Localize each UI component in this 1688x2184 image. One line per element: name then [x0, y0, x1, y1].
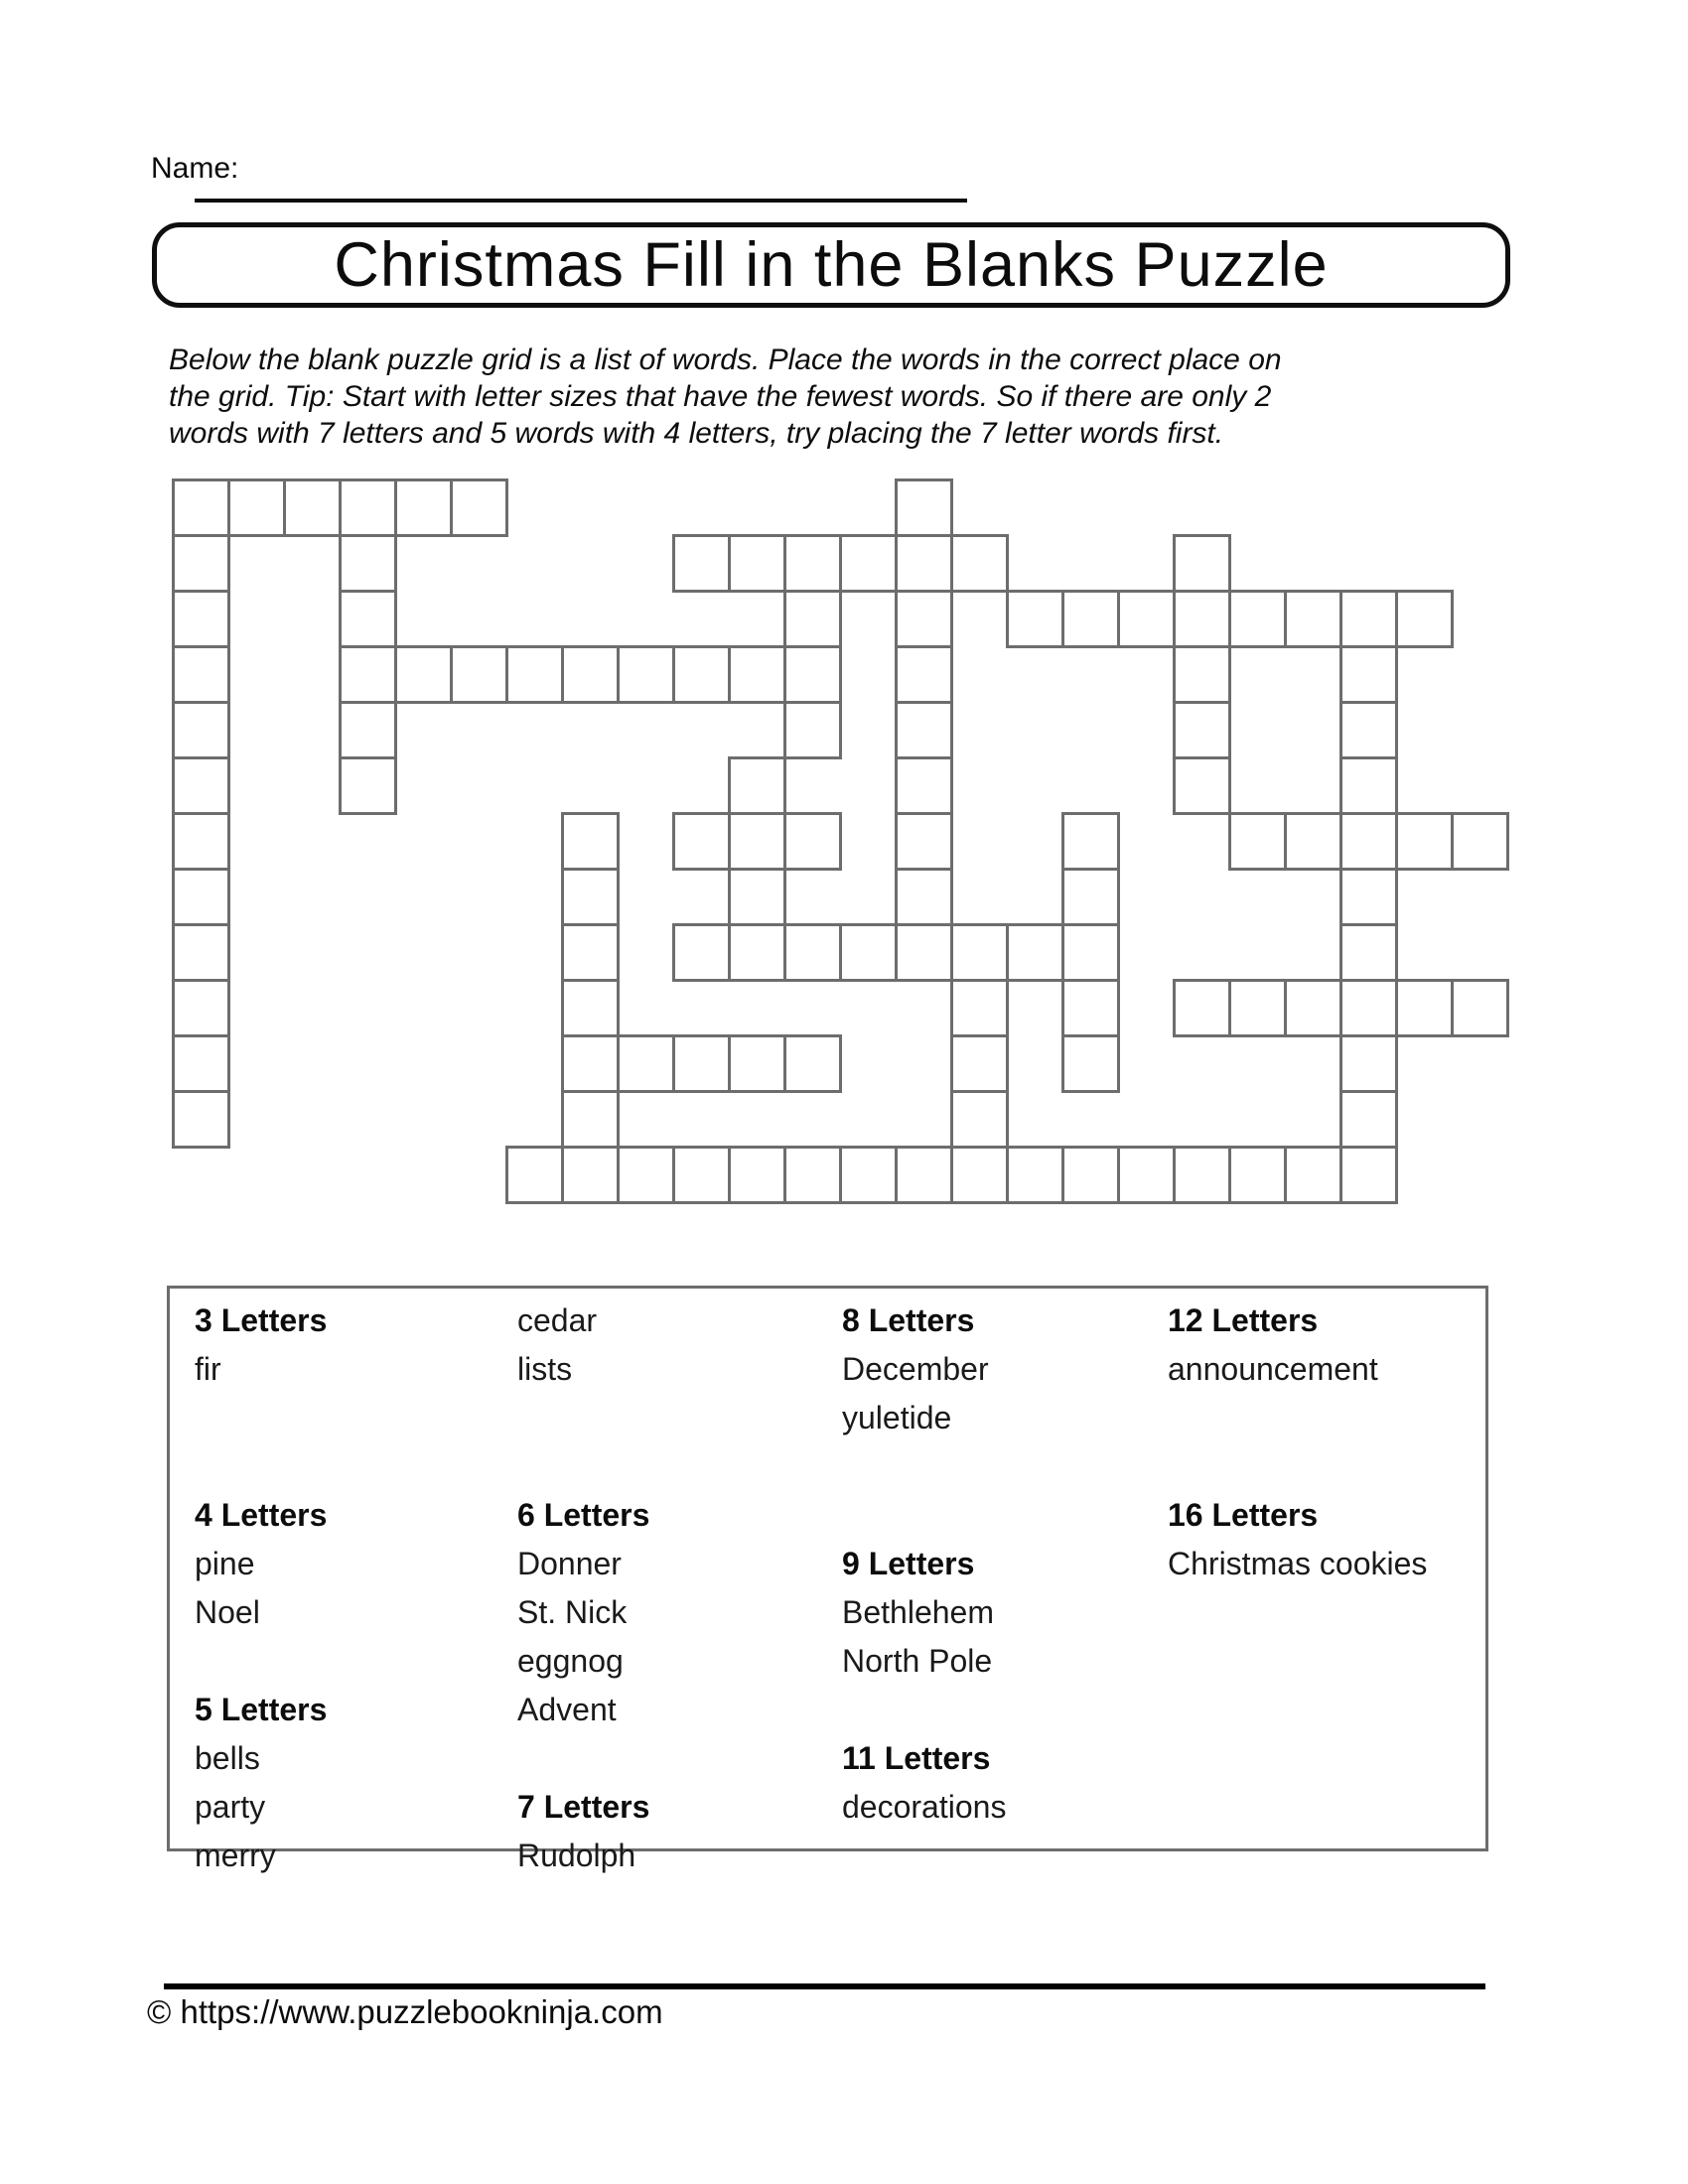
- grid-cell: [895, 645, 953, 704]
- grid-cell: [1339, 812, 1398, 871]
- grid-cell: [505, 645, 564, 704]
- grid-cell: [561, 923, 620, 982]
- word-group-header: 12 Letters: [1168, 1302, 1319, 1338]
- grid-cell: [1395, 812, 1454, 871]
- grid-cell: [1173, 756, 1231, 815]
- word-entry: North Pole: [842, 1643, 993, 1679]
- grid-cell: [783, 534, 842, 593]
- grid-cell: [783, 812, 842, 871]
- title-box: [152, 222, 1510, 308]
- word-entry: Bethlehem: [842, 1594, 994, 1630]
- grid-cell: [783, 1146, 842, 1204]
- grid-cell: [728, 1146, 786, 1204]
- word-entry: December: [842, 1351, 989, 1387]
- grid-cell: [227, 478, 286, 537]
- grid-cell: [339, 534, 397, 593]
- grid-cell: [172, 534, 230, 593]
- word-entry: cedar: [517, 1302, 598, 1338]
- grid-cell: [172, 979, 230, 1037]
- grid-cell: [1339, 701, 1398, 759]
- grid-cell: [1339, 868, 1398, 926]
- grid-cell: [895, 590, 953, 648]
- grid-cell: [394, 478, 453, 537]
- grid-cell: [895, 756, 953, 815]
- grid-cell: [1061, 979, 1120, 1037]
- grid-cell: [172, 590, 230, 648]
- grid-cell: [172, 812, 230, 871]
- grid-cell: [339, 756, 397, 815]
- grid-cell: [561, 979, 620, 1037]
- grid-cell: [1173, 645, 1231, 704]
- grid-cell: [950, 979, 1009, 1037]
- grid-cell: [1006, 1146, 1064, 1204]
- grid-cell: [172, 923, 230, 982]
- grid-cell: [783, 590, 842, 648]
- grid-cell: [1284, 590, 1342, 648]
- grid-cell: [672, 1146, 731, 1204]
- grid-cell: [450, 478, 508, 537]
- grid-cell: [1339, 1034, 1398, 1093]
- word-entry: pine: [195, 1546, 255, 1581]
- footer-url: © https://www.puzzlebookninja.com: [147, 1993, 663, 2030]
- grid-cell: [1117, 1146, 1176, 1204]
- word-group-header: 9 Letters: [842, 1546, 975, 1581]
- grid-cell: [617, 1034, 675, 1093]
- word-group-header: 4 Letters: [195, 1497, 328, 1533]
- grid-cell: [895, 534, 953, 593]
- word-group-header: 16 Letters: [1168, 1497, 1319, 1533]
- name-label: Name:: [151, 152, 239, 185]
- word-entry: St. Nick: [517, 1594, 628, 1630]
- grid-cell: [950, 923, 1009, 982]
- grid-cell: [1339, 1146, 1398, 1204]
- grid-cell: [728, 923, 786, 982]
- grid-cell: [672, 645, 731, 704]
- grid-cell: [172, 1034, 230, 1093]
- grid-cell: [1395, 979, 1454, 1037]
- grid-cell: [561, 1090, 620, 1149]
- grid-cell: [172, 645, 230, 704]
- grid-cell: [561, 868, 620, 926]
- grid-cell: [1061, 923, 1120, 982]
- word-group-header: 3 Letters: [195, 1302, 328, 1338]
- grid-cell: [728, 534, 786, 593]
- grid-cell: [950, 1090, 1009, 1149]
- grid-cell: [1061, 590, 1120, 648]
- grid-cell: [1339, 645, 1398, 704]
- grid-cell: [339, 645, 397, 704]
- grid-cell: [839, 923, 898, 982]
- grid-cell: [1339, 1090, 1398, 1149]
- grid-cell: [895, 701, 953, 759]
- grid-cell: [561, 645, 620, 704]
- grid-cell: [1006, 590, 1064, 648]
- instructions-line-1: Below the blank puzzle grid is a list of words. Place the words in the correct place on: [169, 343, 1282, 376]
- grid-cell: [1228, 590, 1287, 648]
- grid-cell: [1451, 812, 1509, 871]
- grid-cell: [394, 645, 453, 704]
- grid-cell: [172, 756, 230, 815]
- grid-cell: [950, 534, 1009, 593]
- word-group-header: 7 Letters: [517, 1789, 650, 1825]
- grid-cell: [172, 478, 230, 537]
- grid-cell: [339, 478, 397, 537]
- grid-cell: [1451, 979, 1509, 1037]
- grid-cell: [1173, 701, 1231, 759]
- grid-cell: [895, 923, 953, 982]
- word-entry: Advent: [517, 1692, 617, 1727]
- grid-cell: [1228, 979, 1287, 1037]
- grid-cell: [895, 868, 953, 926]
- page-title: Christmas Fill in the Blanks Puzzle: [334, 230, 1329, 300]
- footer-divider: [164, 1983, 1485, 1989]
- word-entry: merry: [195, 1838, 276, 1873]
- grid-cell: [1173, 534, 1231, 593]
- grid-cell: [172, 868, 230, 926]
- grid-cell: [1061, 1034, 1120, 1093]
- word-entry: Donner: [517, 1546, 622, 1581]
- word-entry: yuletide: [842, 1400, 952, 1435]
- name-write-line: [195, 199, 967, 203]
- instructions-text: [169, 341, 1282, 452]
- grid-cell: [895, 478, 953, 537]
- grid-cell: [672, 923, 731, 982]
- word-list-box: [167, 1286, 1488, 1873]
- grid-cell: [561, 1146, 620, 1204]
- grid-cell: [617, 1146, 675, 1204]
- word-group-header: 6 Letters: [517, 1497, 650, 1533]
- grid-cell: [1117, 590, 1176, 648]
- grid-cell: [1006, 923, 1064, 982]
- grid-cell: [1339, 979, 1398, 1037]
- word-group-header: 8 Letters: [842, 1302, 975, 1338]
- grid-cell: [1395, 590, 1454, 648]
- grid-cell: [783, 1034, 842, 1093]
- word-group-header: 5 Letters: [195, 1692, 328, 1727]
- grid-cell: [839, 1146, 898, 1204]
- grid-cell: [1173, 979, 1231, 1037]
- grid-cell: [172, 1090, 230, 1149]
- grid-cell: [895, 812, 953, 871]
- grid-cell: [950, 1034, 1009, 1093]
- grid-cell: [783, 645, 842, 704]
- instructions-line-3: words with 7 letters and 5 words with 4 letters, try placing the 7 letter words first.: [169, 417, 1224, 450]
- grid-cell: [1061, 812, 1120, 871]
- grid-cell: [728, 868, 786, 926]
- grid-cell: [172, 701, 230, 759]
- grid-cell: [672, 812, 731, 871]
- grid-cell: [728, 756, 786, 815]
- instructions-line-2: the grid. Tip: Start with letter sizes that have the fewest words. So if there are only 2: [169, 380, 1272, 413]
- word-group-header: 11 Letters: [842, 1740, 991, 1776]
- grid-cell: [672, 534, 731, 593]
- grid-cell: [339, 701, 397, 759]
- word-entry: decorations: [842, 1789, 1007, 1825]
- grid-cell: [339, 590, 397, 648]
- grid-cell: [1339, 923, 1398, 982]
- grid-cell: [839, 534, 898, 593]
- grid-cell: [283, 478, 342, 537]
- word-entry: bells: [195, 1740, 260, 1776]
- grid-cell: [617, 645, 675, 704]
- word-entry: eggnog: [517, 1643, 624, 1679]
- grid-cell: [1173, 1146, 1231, 1204]
- grid-cell: [1228, 812, 1287, 871]
- grid-cell: [450, 645, 508, 704]
- grid-cell: [1173, 590, 1231, 648]
- grid-cell: [895, 1146, 953, 1204]
- word-entry: party: [195, 1789, 266, 1825]
- word-entry: Christmas cookies: [1168, 1546, 1428, 1581]
- word-entry: Noel: [195, 1594, 260, 1630]
- grid-cell: [505, 1146, 564, 1204]
- grid-cell: [950, 1146, 1009, 1204]
- grid-cell: [728, 1034, 786, 1093]
- grid-cell: [1339, 590, 1398, 648]
- grid-cell: [728, 645, 786, 704]
- word-entry: Rudolph: [517, 1838, 636, 1873]
- grid-cell: [561, 1034, 620, 1093]
- grid-cell: [1061, 868, 1120, 926]
- grid-cell: [1284, 812, 1342, 871]
- grid-cell: [728, 812, 786, 871]
- grid-cell: [1339, 756, 1398, 815]
- word-entry: fir: [195, 1351, 221, 1387]
- grid-cell: [1284, 1146, 1342, 1204]
- grid-cell: [783, 923, 842, 982]
- grid-cell: [783, 701, 842, 759]
- grid-cell: [1061, 1146, 1120, 1204]
- grid-cell: [1228, 1146, 1287, 1204]
- grid-cell: [1284, 979, 1342, 1037]
- grid-cell: [672, 1034, 731, 1093]
- word-entry: lists: [517, 1351, 573, 1387]
- grid-cell: [561, 812, 620, 871]
- word-entry: announcement: [1168, 1351, 1378, 1387]
